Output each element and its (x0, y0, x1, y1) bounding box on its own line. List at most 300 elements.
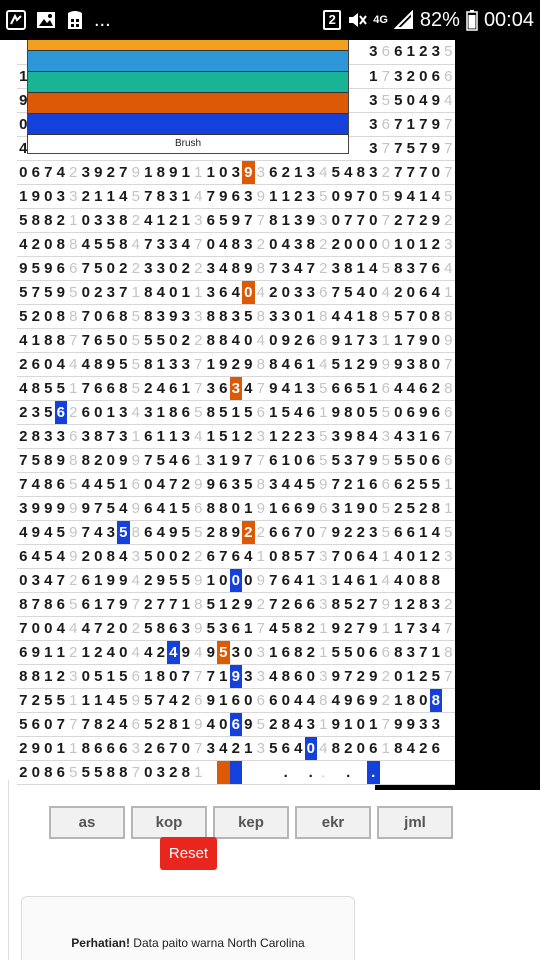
number-cell[interactable]: 0 (205, 232, 218, 256)
number-cell[interactable]: 8 (92, 352, 105, 376)
number-cell[interactable]: 5 (217, 640, 230, 664)
number-cell[interactable]: 0 (80, 280, 93, 304)
number-cell[interactable]: 8 (342, 256, 355, 280)
number-cell[interactable]: 4 (42, 520, 55, 544)
number-cell[interactable]: 1 (17, 184, 30, 208)
number-cell[interactable]: 5 (55, 376, 68, 400)
number-cell[interactable]: 5 (42, 688, 55, 712)
separator-cell[interactable]: 2 (380, 688, 393, 712)
number-cell[interactable]: 3 (230, 472, 243, 496)
number-cell[interactable]: 5 (155, 448, 168, 472)
number-cell[interactable]: 7 (117, 280, 130, 304)
separator-cell[interactable]: 1 (67, 736, 80, 760)
number-cell[interactable]: 6 (142, 520, 155, 544)
number-cell[interactable]: 2 (92, 448, 105, 472)
number-cell[interactable]: 2 (292, 328, 305, 352)
number-cell[interactable]: 0 (117, 640, 130, 664)
number-cell[interactable]: 6 (167, 376, 180, 400)
separator-cell[interactable]: 5 (130, 184, 143, 208)
number-cell[interactable]: 5 (180, 568, 193, 592)
number-cell[interactable]: 8 (292, 616, 305, 640)
number-cell[interactable]: 9 (92, 160, 105, 184)
number-cell[interactable]: 1 (405, 664, 418, 688)
number-cell[interactable]: 0 (155, 544, 168, 568)
number-cell[interactable]: 7 (17, 448, 30, 472)
number-cell[interactable]: 7 (330, 280, 343, 304)
separator-cell[interactable]: 3 (442, 232, 455, 256)
number-cell[interactable]: 3 (305, 160, 318, 184)
separator-cell[interactable]: 9 (67, 520, 80, 544)
separator-cell[interactable]: 7 (192, 232, 205, 256)
number-cell[interactable]: . (367, 760, 380, 784)
number-cell[interactable]: 4 (155, 520, 168, 544)
number-cell[interactable]: 2 (180, 544, 193, 568)
number-cell[interactable]: 5 (142, 688, 155, 712)
number-cell[interactable]: 3 (280, 256, 293, 280)
number-cell[interactable]: 1 (355, 304, 368, 328)
separator-cell[interactable]: 7 (442, 664, 455, 688)
number-cell[interactable]: 2 (80, 544, 93, 568)
number-cell[interactable]: 4 (80, 232, 93, 256)
number-cell[interactable]: 1 (267, 400, 280, 424)
number-cell[interactable]: 8 (105, 760, 118, 784)
number-cell[interactable]: 6 (117, 736, 130, 760)
number-cell[interactable]: 4 (142, 640, 155, 664)
number-cell[interactable]: 1 (17, 64, 30, 88)
separator-cell[interactable]: 5 (317, 376, 330, 400)
number-cell[interactable]: 9 (330, 664, 343, 688)
number-cell[interactable]: 1 (280, 208, 293, 232)
number-cell[interactable]: 9 (55, 280, 68, 304)
number-cell[interactable]: 9 (230, 520, 243, 544)
separator-cell[interactable] (442, 712, 455, 736)
number-cell[interactable]: 1 (405, 112, 418, 136)
separator-cell[interactable]: 3 (255, 664, 268, 688)
number-cell[interactable]: 0 (342, 232, 355, 256)
number-cell[interactable]: 9 (392, 184, 405, 208)
number-cell[interactable]: 7 (80, 256, 93, 280)
number-cell[interactable]: 8 (155, 616, 168, 640)
separator-cell[interactable]: 9 (380, 352, 393, 376)
number-cell[interactable]: 3 (367, 88, 380, 112)
separator-cell[interactable]: 2 (192, 328, 205, 352)
number-cell[interactable]: 8 (117, 304, 130, 328)
number-cell[interactable]: 3 (180, 352, 193, 376)
number-cell[interactable]: 0 (242, 688, 255, 712)
number-cell[interactable]: 6 (55, 256, 68, 280)
number-cell[interactable]: 6 (330, 376, 343, 400)
separator-cell[interactable]: 6 (380, 40, 393, 64)
separator-cell[interactable]: 7 (380, 712, 393, 736)
number-cell[interactable]: 7 (55, 568, 68, 592)
number-cell[interactable]: 5 (430, 472, 443, 496)
number-cell[interactable]: 0 (92, 304, 105, 328)
number-cell[interactable]: 9 (30, 640, 43, 664)
number-cell[interactable]: 5 (42, 544, 55, 568)
number-cell[interactable]: 1 (92, 592, 105, 616)
separator-cell[interactable]: 6 (192, 496, 205, 520)
number-cell[interactable]: 3 (155, 760, 168, 784)
number-cell[interactable]: 9 (217, 184, 230, 208)
number-cell[interactable]: . (342, 760, 355, 784)
number-cell[interactable]: 3 (405, 352, 418, 376)
number-cell[interactable]: 8 (430, 496, 443, 520)
number-cell[interactable]: 2 (242, 520, 255, 544)
separator-cell[interactable]: 1 (380, 736, 393, 760)
number-cell[interactable]: 1 (267, 496, 280, 520)
number-cell[interactable]: 7 (80, 376, 93, 400)
number-cell[interactable]: 4 (17, 376, 30, 400)
separator-cell[interactable]: 7 (380, 208, 393, 232)
number-cell[interactable]: 4 (167, 640, 180, 664)
number-cell[interactable]: 4 (80, 352, 93, 376)
number-cell[interactable]: 6 (292, 496, 305, 520)
number-cell[interactable]: 4 (430, 184, 443, 208)
number-cell[interactable]: 3 (330, 256, 343, 280)
number-cell[interactable]: 1 (267, 640, 280, 664)
number-cell[interactable]: 7 (267, 568, 280, 592)
number-cell[interactable]: 5 (105, 328, 118, 352)
number-cell[interactable]: 8 (355, 160, 368, 184)
separator-cell[interactable]: 7 (442, 160, 455, 184)
number-cell[interactable]: 7 (292, 520, 305, 544)
separator-cell[interactable]: 2 (192, 256, 205, 280)
number-cell[interactable]: 4 (230, 328, 243, 352)
number-cell[interactable]: 6 (30, 712, 43, 736)
number-cell[interactable]: 8 (117, 232, 130, 256)
number-cell[interactable]: 9 (392, 352, 405, 376)
number-cell[interactable]: 3 (280, 304, 293, 328)
number-cell[interactable]: 0 (17, 112, 30, 136)
number-cell[interactable]: 7 (117, 160, 130, 184)
number-cell[interactable]: 1 (180, 592, 193, 616)
number-cell[interactable]: 6 (292, 352, 305, 376)
number-cell[interactable]: 5 (105, 496, 118, 520)
number-cell[interactable]: 7 (355, 448, 368, 472)
number-cell[interactable]: 6 (55, 400, 68, 424)
number-cell[interactable]: 8 (217, 304, 230, 328)
number-cell[interactable]: 5 (17, 208, 30, 232)
number-cell[interactable]: 2 (355, 664, 368, 688)
number-cell[interactable]: 4 (217, 232, 230, 256)
number-cell[interactable]: 1 (242, 616, 255, 640)
number-cell[interactable]: 4 (117, 712, 130, 736)
number-cell[interactable]: 3 (417, 712, 430, 736)
number-cell[interactable]: 4 (105, 688, 118, 712)
number-cell[interactable]: 1 (292, 376, 305, 400)
number-cell[interactable]: 3 (405, 640, 418, 664)
separator-cell[interactable]: 4 (192, 640, 205, 664)
number-cell[interactable]: 2 (230, 352, 243, 376)
number-cell[interactable]: 0 (267, 232, 280, 256)
number-cell[interactable]: 1 (217, 448, 230, 472)
number-cell[interactable]: 4 (167, 448, 180, 472)
number-cell[interactable]: 0 (405, 280, 418, 304)
number-cell[interactable]: 7 (80, 328, 93, 352)
number-cell[interactable] (267, 760, 280, 784)
number-cell[interactable]: 7 (392, 112, 405, 136)
number-cell[interactable]: 9 (205, 640, 218, 664)
number-cell[interactable]: 6 (30, 160, 43, 184)
number-cell[interactable]: 4 (167, 688, 180, 712)
number-cell[interactable]: 3 (30, 568, 43, 592)
number-cell[interactable]: 8 (405, 688, 418, 712)
number-cell[interactable]: 8 (42, 448, 55, 472)
number-cell[interactable]: 4 (242, 376, 255, 400)
number-cell[interactable]: 7 (80, 520, 93, 544)
number-cell[interactable]: 7 (405, 304, 418, 328)
separator-cell[interactable]: 5 (380, 496, 393, 520)
number-cell[interactable]: 5 (30, 448, 43, 472)
number-cell[interactable]: 7 (55, 712, 68, 736)
number-cell[interactable]: 6 (155, 736, 168, 760)
number-cell[interactable]: 9 (180, 640, 193, 664)
separator-cell[interactable]: 3 (317, 568, 330, 592)
number-cell[interactable]: 5 (292, 544, 305, 568)
number-cell[interactable]: 9 (167, 160, 180, 184)
number-cell[interactable]: 0 (405, 544, 418, 568)
number-cell[interactable]: 2 (430, 544, 443, 568)
separator-cell[interactable]: 5 (380, 184, 393, 208)
number-cell[interactable]: . (280, 760, 293, 784)
number-cell[interactable]: 0 (305, 736, 318, 760)
number-cell[interactable]: 4 (430, 616, 443, 640)
separator-cell[interactable]: 6 (380, 376, 393, 400)
number-cell[interactable]: 3 (217, 616, 230, 640)
number-cell[interactable]: 6 (17, 544, 30, 568)
number-cell[interactable]: 9 (342, 424, 355, 448)
number-cell[interactable]: 5 (217, 400, 230, 424)
number-cell[interactable]: 8 (417, 352, 430, 376)
separator-cell[interactable]: 5 (67, 760, 80, 784)
number-cell[interactable]: 0 (430, 328, 443, 352)
number-cell[interactable]: 1 (217, 592, 230, 616)
number-cell[interactable]: 4 (292, 688, 305, 712)
number-cell[interactable]: 1 (42, 640, 55, 664)
number-cell[interactable]: 8 (217, 520, 230, 544)
number-cell[interactable]: 0 (392, 664, 405, 688)
number-cell[interactable]: 3 (430, 712, 443, 736)
number-cell[interactable]: 3 (242, 184, 255, 208)
number-cell[interactable]: 6 (205, 544, 218, 568)
number-cell[interactable]: 2 (392, 280, 405, 304)
number-cell[interactable]: 1 (305, 352, 318, 376)
number-cell[interactable]: 4 (17, 136, 30, 160)
number-cell[interactable]: 4 (92, 472, 105, 496)
number-cell[interactable]: 7 (80, 712, 93, 736)
number-cell[interactable]: 2 (342, 472, 355, 496)
separator-cell[interactable]: 9 (442, 328, 455, 352)
number-cell[interactable]: 7 (417, 640, 430, 664)
number-cell[interactable]: 5 (355, 376, 368, 400)
separator-cell[interactable]: 2 (130, 616, 143, 640)
number-cell[interactable]: 8 (92, 712, 105, 736)
number-cell[interactable]: 4 (155, 280, 168, 304)
number-cell[interactable]: 6 (55, 760, 68, 784)
number-cell[interactable]: 9 (242, 592, 255, 616)
number-cell[interactable]: 5 (42, 400, 55, 424)
number-cell[interactable]: 9 (30, 496, 43, 520)
number-cell[interactable]: 4 (280, 376, 293, 400)
separator-cell[interactable]: 2 (67, 640, 80, 664)
separator-cell[interactable]: 5 (317, 448, 330, 472)
number-cell[interactable]: 7 (355, 616, 368, 640)
separator-cell[interactable]: 2 (67, 400, 80, 424)
number-cell[interactable] (430, 760, 443, 784)
number-cell[interactable]: 7 (42, 160, 55, 184)
number-cell[interactable]: 3 (167, 352, 180, 376)
number-cell[interactable]: 6 (355, 568, 368, 592)
number-cell[interactable]: 7 (342, 664, 355, 688)
separator-cell[interactable]: 3 (130, 544, 143, 568)
number-cell[interactable]: 6 (305, 448, 318, 472)
number-cell[interactable]: 0 (280, 280, 293, 304)
number-cell[interactable]: 4 (280, 232, 293, 256)
separator-cell[interactable]: 1 (67, 376, 80, 400)
separator-cell[interactable]: 1 (67, 688, 80, 712)
number-cell[interactable]: 4 (342, 160, 355, 184)
number-cell[interactable]: 4 (292, 568, 305, 592)
number-cell[interactable]: 8 (42, 592, 55, 616)
number-cell[interactable]: 9 (367, 616, 380, 640)
number-cell[interactable]: 5 (342, 280, 355, 304)
number-cell[interactable]: 9 (167, 520, 180, 544)
separator-cell[interactable]: 5 (380, 520, 393, 544)
number-cell[interactable]: 0 (42, 736, 55, 760)
separator-cell[interactable]: 3 (317, 208, 330, 232)
number-cell[interactable]: 6 (305, 400, 318, 424)
number-cell[interactable]: 0 (242, 640, 255, 664)
separator-cell[interactable]: 7 (255, 616, 268, 640)
number-cell[interactable]: 2 (142, 736, 155, 760)
number-cell[interactable]: 6 (430, 448, 443, 472)
number-cell[interactable]: 6 (305, 592, 318, 616)
separator-cell[interactable]: 5 (317, 184, 330, 208)
number-cell[interactable]: 0 (367, 280, 380, 304)
number-cell[interactable]: 0 (17, 568, 30, 592)
number-cell[interactable]: 2 (305, 616, 318, 640)
number-cell[interactable]: 4 (55, 544, 68, 568)
number-cell[interactable]: 6 (180, 400, 193, 424)
number-cell[interactable]: 4 (55, 352, 68, 376)
number-cell[interactable]: 5 (105, 472, 118, 496)
number-cell[interactable]: 8 (430, 688, 443, 712)
number-cell[interactable]: 1 (30, 328, 43, 352)
number-cell[interactable]: 4 (430, 520, 443, 544)
number-cell[interactable]: 3 (55, 184, 68, 208)
number-cell[interactable]: 8 (355, 424, 368, 448)
number-cell[interactable]: 7 (405, 160, 418, 184)
number-cell[interactable]: 7 (17, 472, 30, 496)
separator-cell[interactable]: 5 (67, 280, 80, 304)
number-cell[interactable]: 8 (42, 208, 55, 232)
number-cell[interactable]: 7 (167, 472, 180, 496)
number-cell[interactable]: 1 (142, 160, 155, 184)
number-cell[interactable]: 6 (80, 592, 93, 616)
number-cell[interactable]: 0 (417, 304, 430, 328)
number-cell[interactable]: 9 (205, 688, 218, 712)
number-cell[interactable] (242, 760, 255, 784)
number-cell[interactable]: 9 (230, 448, 243, 472)
number-cell[interactable]: 8 (42, 472, 55, 496)
separator-cell[interactable]: 5 (255, 712, 268, 736)
separator-cell[interactable]: 9 (255, 496, 268, 520)
number-cell[interactable]: 4 (280, 472, 293, 496)
number-cell[interactable]: 2 (330, 232, 343, 256)
swatch-light-blue[interactable] (28, 51, 348, 72)
number-cell[interactable]: 8 (142, 304, 155, 328)
number-cell[interactable]: 1 (392, 616, 405, 640)
number-cell[interactable]: 8 (392, 736, 405, 760)
number-cell[interactable]: 0 (167, 328, 180, 352)
number-cell[interactable]: 8 (30, 208, 43, 232)
number-cell[interactable]: 3 (167, 232, 180, 256)
separator-cell[interactable]: 7 (380, 64, 393, 88)
separator-cell[interactable]: 9 (130, 688, 143, 712)
separator-cell[interactable]: 6 (442, 64, 455, 88)
number-cell[interactable]: 2 (92, 640, 105, 664)
number-cell[interactable]: 6 (280, 520, 293, 544)
number-cell[interactable]: 3 (292, 208, 305, 232)
separator-cell[interactable]: 6 (380, 640, 393, 664)
number-cell[interactable]: 8 (17, 592, 30, 616)
number-cell[interactable]: 3 (267, 304, 280, 328)
number-cell[interactable]: 5 (280, 400, 293, 424)
separator-cell[interactable]: 3 (192, 208, 205, 232)
separator-cell[interactable]: 8 (255, 256, 268, 280)
number-cell[interactable]: 3 (242, 664, 255, 688)
number-cell[interactable]: 7 (392, 136, 405, 160)
number-cell[interactable]: 6 (280, 640, 293, 664)
number-cell[interactable]: 0 (367, 232, 380, 256)
number-cell[interactable]: 2 (417, 664, 430, 688)
separator-cell[interactable]: 6 (192, 688, 205, 712)
number-cell[interactable]: 2 (430, 376, 443, 400)
separator-cell[interactable]: 5 (130, 304, 143, 328)
number-cell[interactable]: 2 (355, 352, 368, 376)
number-cell[interactable]: 3 (155, 232, 168, 256)
separator-cell[interactable]: 4 (255, 328, 268, 352)
separator-cell[interactable]: 7 (67, 328, 80, 352)
number-cell[interactable]: 3 (205, 448, 218, 472)
number-cell[interactable]: 6 (217, 280, 230, 304)
number-cell[interactable]: 9 (367, 688, 380, 712)
number-cell[interactable]: 7 (417, 136, 430, 160)
number-cell[interactable]: 7 (405, 208, 418, 232)
number-cell[interactable]: 8 (430, 568, 443, 592)
separator-cell[interactable]: 4 (317, 352, 330, 376)
number-cell[interactable]: 2 (417, 40, 430, 64)
number-cell[interactable]: 6 (80, 568, 93, 592)
number-cell[interactable]: 0 (355, 736, 368, 760)
number-cell[interactable]: 0 (80, 664, 93, 688)
number-cell[interactable]: 4 (117, 544, 130, 568)
number-cell[interactable]: 0 (167, 664, 180, 688)
number-cell[interactable]: 1 (430, 640, 443, 664)
number-cell[interactable]: 3 (417, 616, 430, 640)
reset-button[interactable]: Reset (160, 837, 217, 870)
number-cell[interactable]: 4 (280, 352, 293, 376)
number-cell[interactable]: 2 (342, 736, 355, 760)
number-cell[interactable]: 1 (367, 64, 380, 88)
number-cell[interactable]: 3 (55, 424, 68, 448)
separator-cell[interactable]: 5 (442, 40, 455, 64)
number-cell[interactable]: 7 (342, 208, 355, 232)
number-cell[interactable] (355, 136, 368, 160)
number-cell[interactable]: 0 (167, 544, 180, 568)
number-cell[interactable]: 0 (142, 760, 155, 784)
number-cell[interactable]: 3 (267, 472, 280, 496)
